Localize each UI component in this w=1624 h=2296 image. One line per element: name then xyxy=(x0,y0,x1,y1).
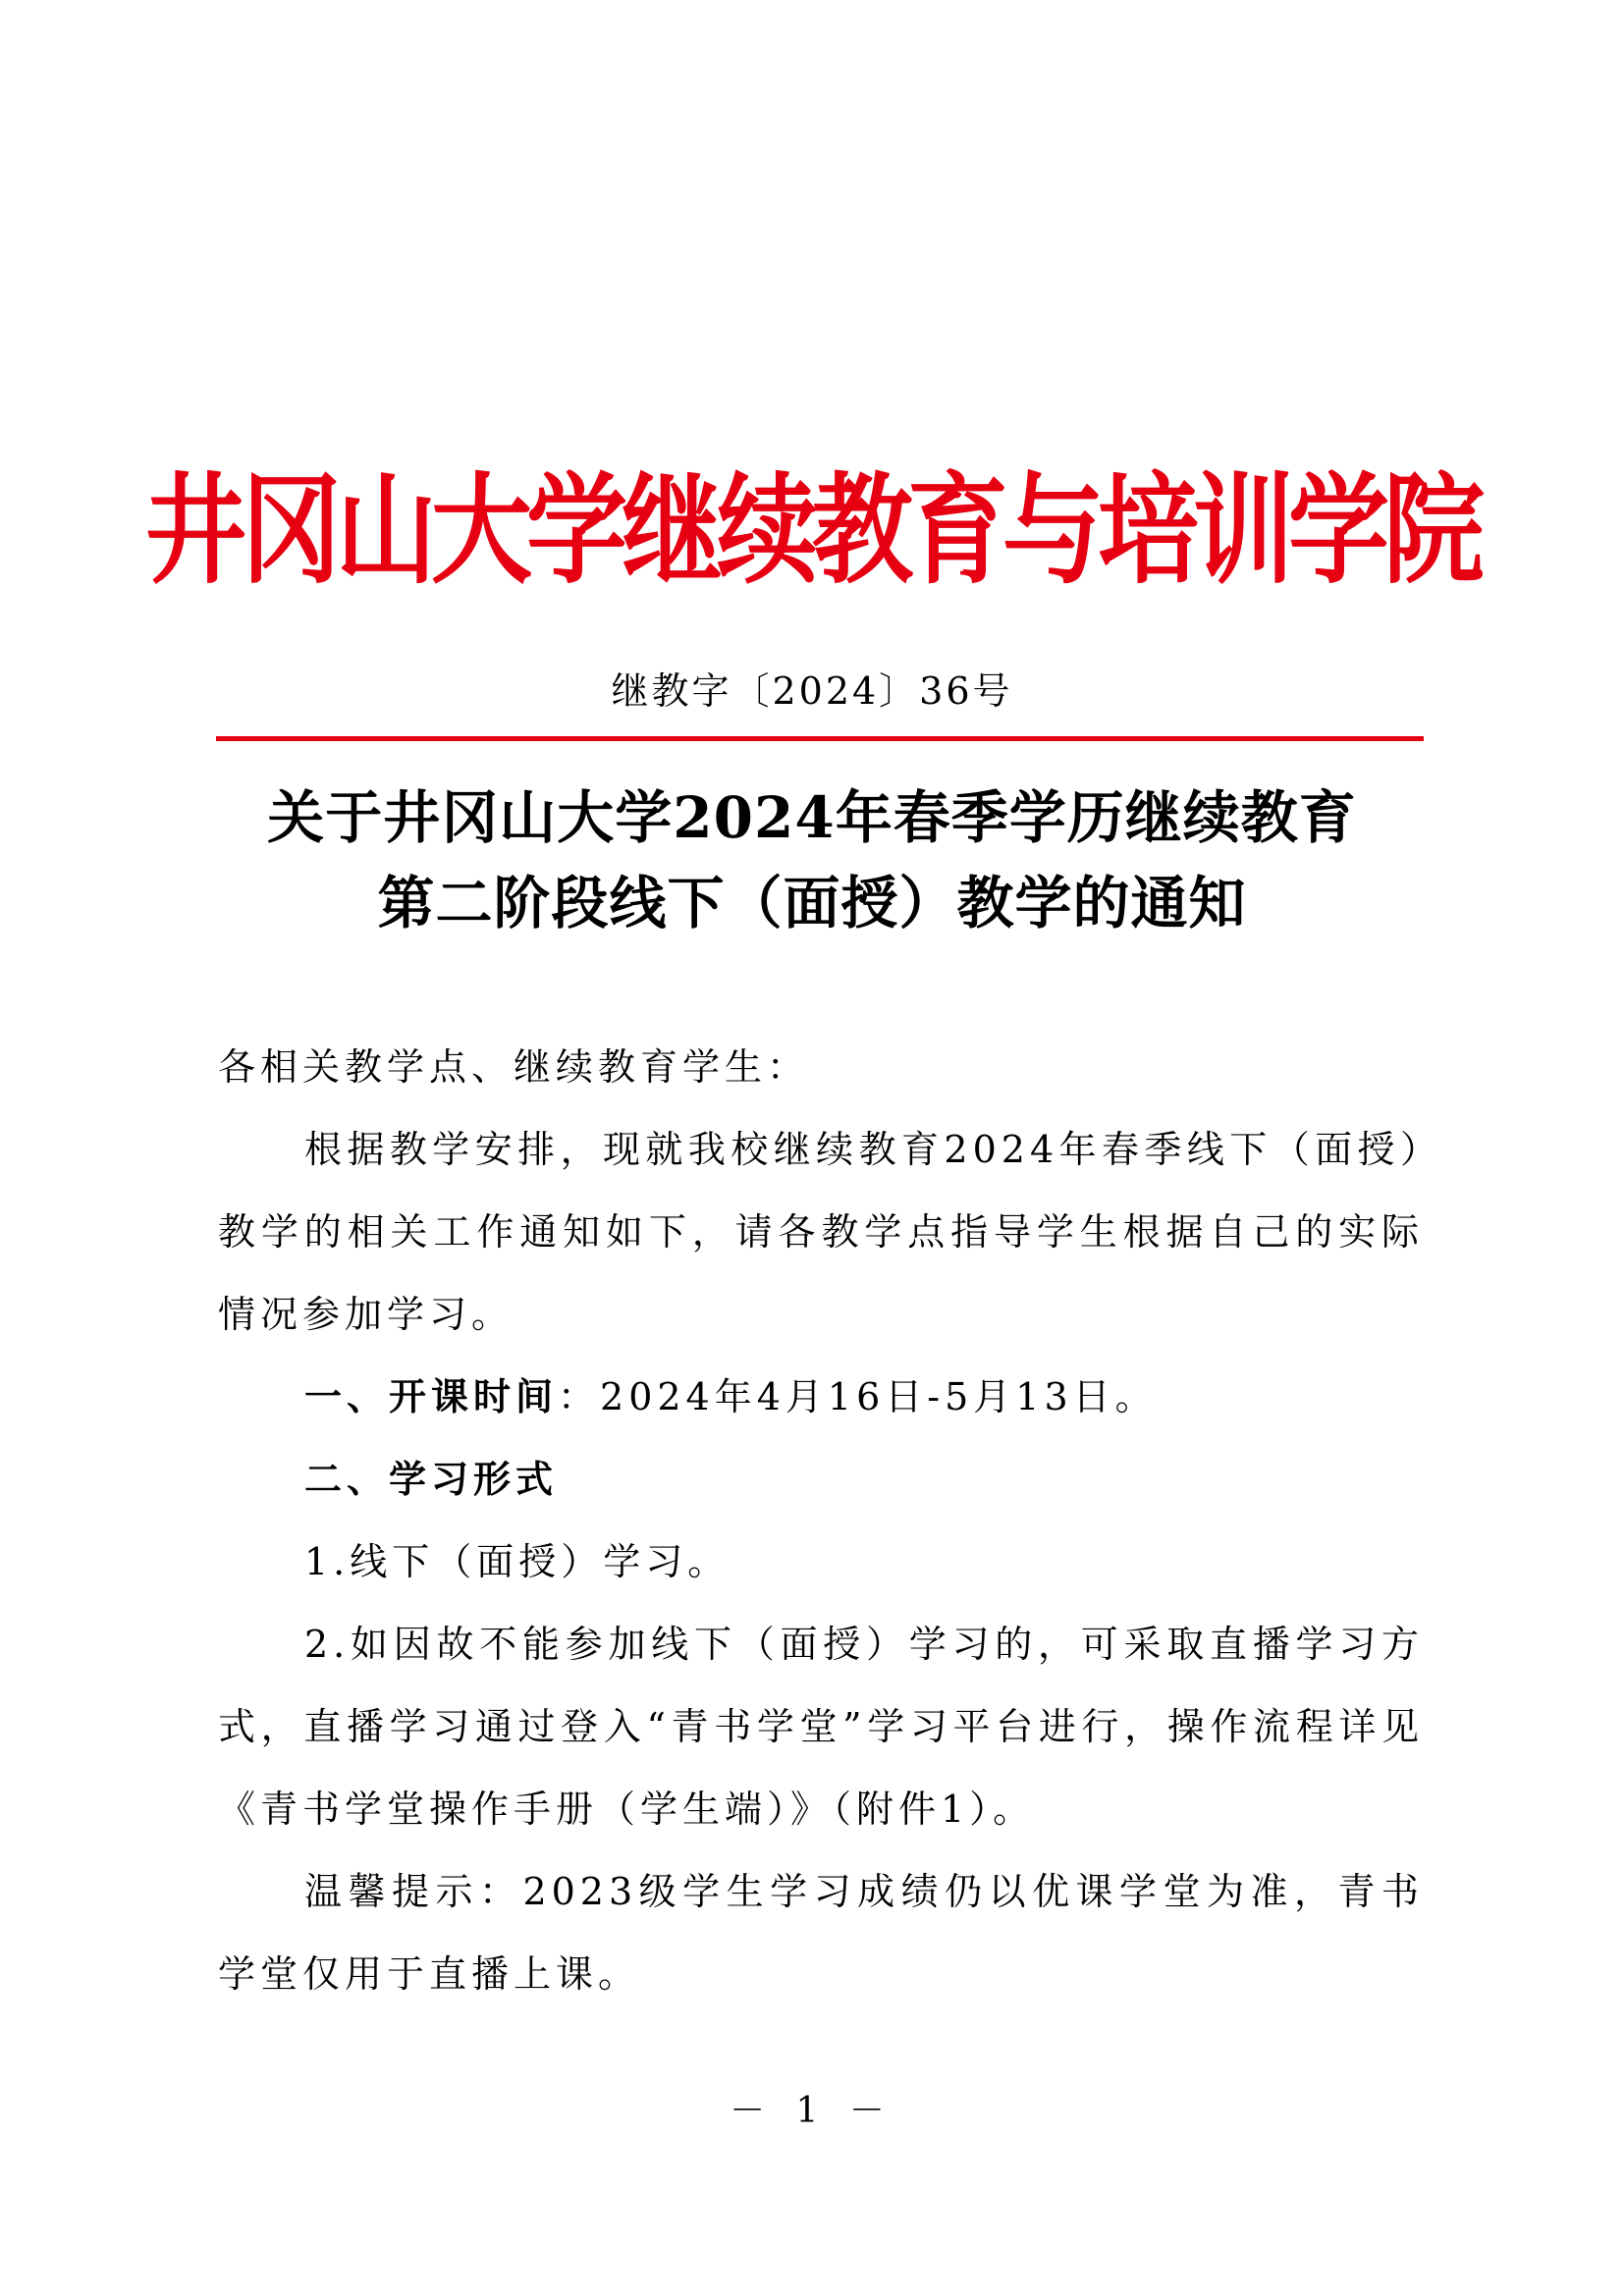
section-1-heading: 一、开课时间 xyxy=(304,1375,559,1418)
notice-body xyxy=(218,1026,1424,2015)
red-divider-line xyxy=(216,736,1424,741)
page-number: － 1 － xyxy=(730,2091,894,2131)
section-1-paragraph xyxy=(218,1356,1424,1438)
title-line-1: 关于井冈山大学2024年春季学历继续教育 xyxy=(267,784,1357,851)
salutation: 各相关教学点、继续教育学生： xyxy=(218,1045,810,1089)
document-number: 继教字〔2024〕36号 xyxy=(611,669,1013,713)
list-item-1: 1.线下（面授）学习。 xyxy=(304,1540,731,1583)
reminder-paragraph: 温馨提示：2023级学生学习成绩仍以优课学堂为准，青书学堂仅用于直播上课。 xyxy=(218,1870,1424,1996)
section-1-text: 2024年4月16日-5月13日。 xyxy=(600,1375,1158,1418)
notice-title xyxy=(0,775,1624,946)
list-item-2: 2.如因故不能参加线下（面授）学习的，可采取直播学习方式，直播学习通过登入“青书学堂”学习平台进行，操作流程详见《青书学堂操作手册（学生端）》（附件1）。 xyxy=(218,1623,1424,1831)
intro-paragraph: 根据教学安排，现就我校继续教育2024年春季线下（面授）教学的相关工作通知如下，请各教学点指导学生根据自己的实际情况参加学习。 xyxy=(218,1128,1424,1336)
section-1-colon: ： xyxy=(558,1375,601,1418)
section-2-heading: 二、学习形式 xyxy=(304,1458,559,1501)
institution-masthead: 井冈山大学继续教育与培训学院 xyxy=(145,460,1479,601)
title-line-2: 第二阶段线下（面授）教学的通知 xyxy=(377,870,1247,936)
